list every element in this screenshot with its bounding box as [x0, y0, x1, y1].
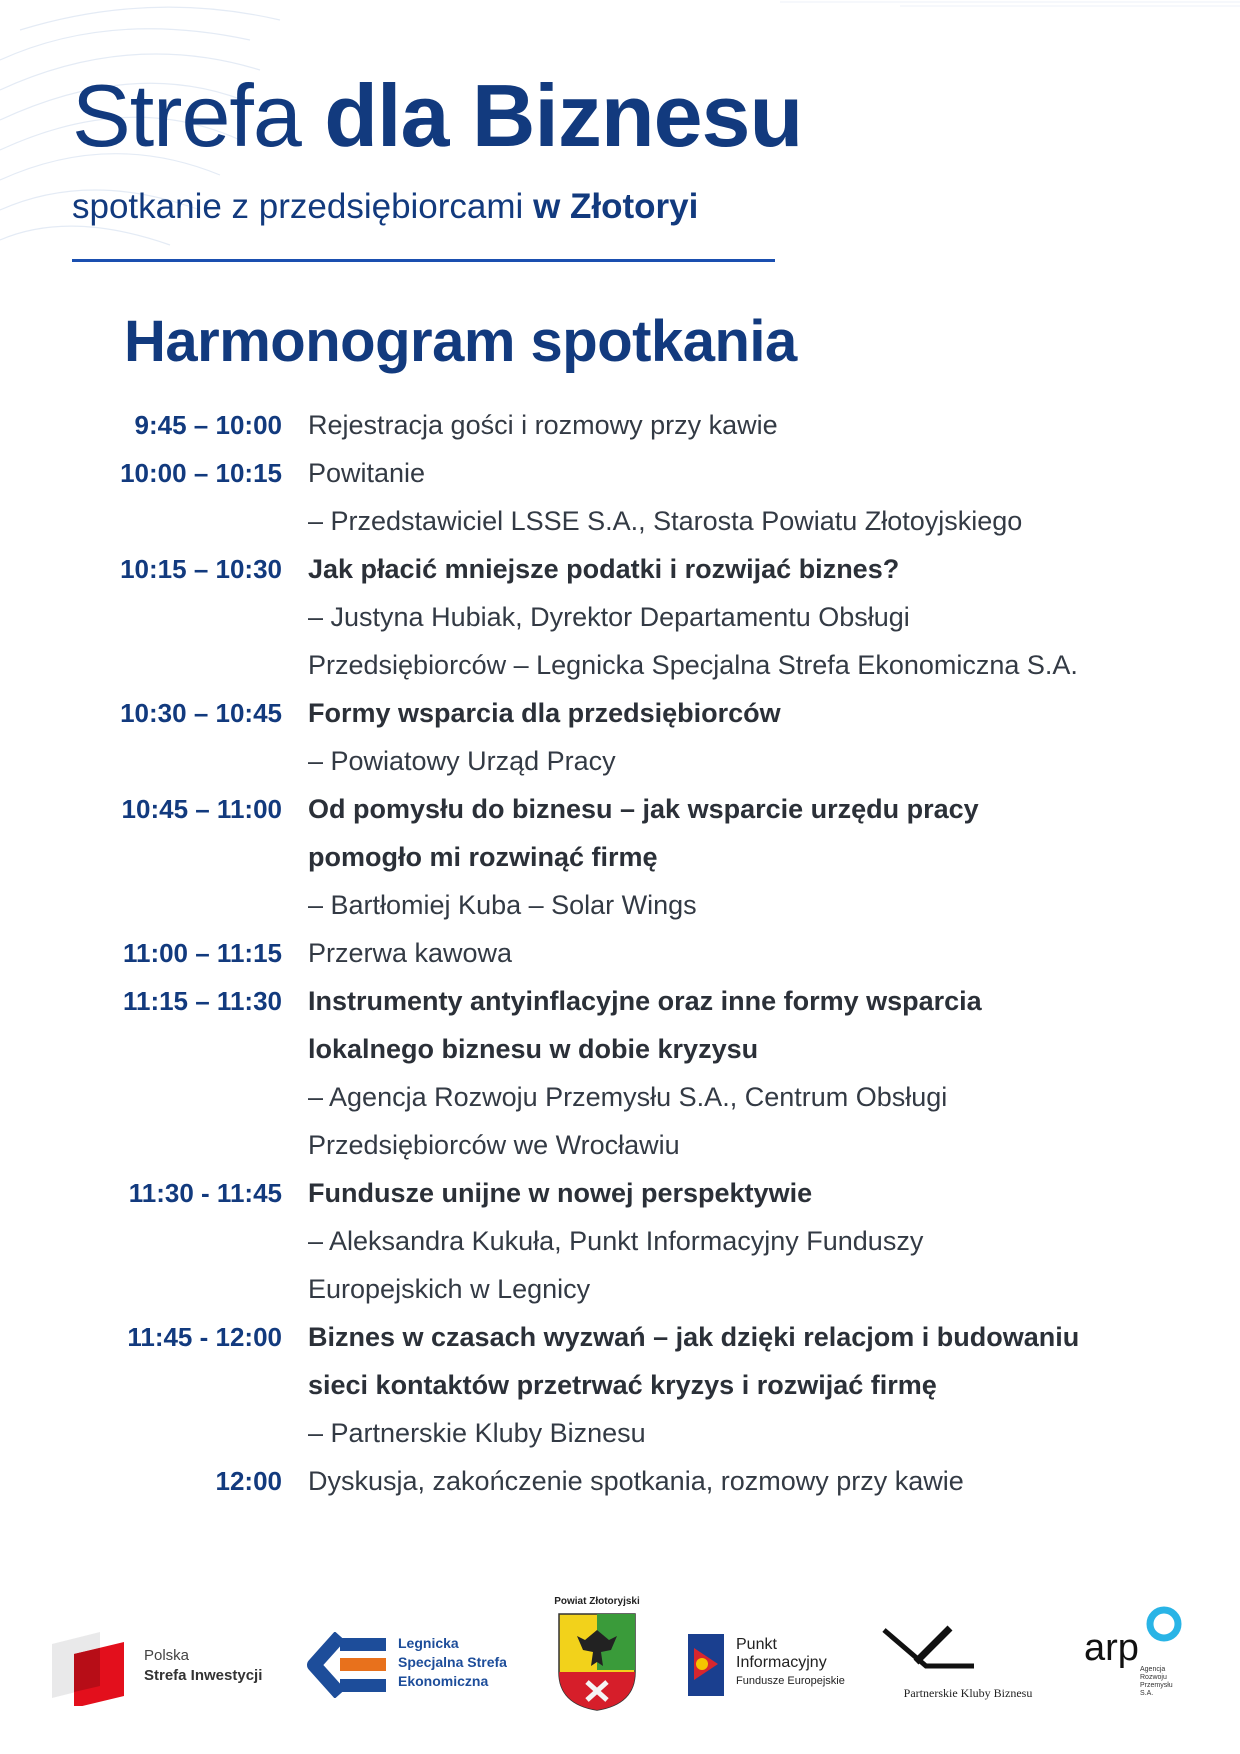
- arp-small1: Agencja: [1140, 1666, 1166, 1673]
- schedule-row: [0, 785, 1240, 929]
- schedule-row: [0, 689, 1240, 785]
- arp-small3: Przemysłu: [1140, 1682, 1173, 1689]
- schedule-time: 10:00 – 10:15: [120, 458, 282, 488]
- pkb-mark-icon: [880, 1622, 976, 1674]
- lsse-line2: Specjalna Strefa: [398, 1654, 507, 1670]
- lsse-logo: [300, 1632, 520, 1702]
- event-title-regular: Strefa: [72, 66, 301, 165]
- arp-name: arp: [1084, 1627, 1139, 1669]
- event-subtitle: [72, 187, 698, 227]
- schedule-row: [0, 977, 1240, 1169]
- session-detail: Przedsiębiorców we Wrocławiu: [308, 1130, 680, 1160]
- session-title: lokalnego biznesu w dobie kryzysu: [308, 1034, 759, 1064]
- schedule-time: 11:00 – 11:15: [122, 938, 282, 968]
- session-detail: Przedsiębiorców – Legnicka Specjalna Strefa Ekonomiczna S.A.: [308, 650, 1078, 680]
- arp-small2: Rozwoju: [1140, 1674, 1167, 1681]
- event-subtitle-regular: spotkanie z przedsiębiorcami: [72, 187, 524, 226]
- session-detail: – Partnerskie Kluby Biznesu: [308, 1418, 646, 1448]
- session-detail: – Bartłomiej Kuba – Solar Wings: [308, 890, 697, 920]
- schedule-row: [0, 449, 1240, 545]
- pife-line2: Informacyjny: [736, 1654, 827, 1671]
- session-detail: Powitanie: [308, 458, 426, 488]
- event-title-bold: dla Biznesu: [324, 66, 803, 165]
- schedule-title: Harmonogram spotkania: [124, 309, 797, 374]
- psi-logo: [52, 1626, 282, 1706]
- session-title: Formy wsparcia dla przedsiębiorców: [308, 698, 781, 728]
- session-detail: – Aleksandra Kukuła, Punkt Informacyjny Funduszy: [308, 1226, 924, 1256]
- schedule-row: [0, 929, 1240, 977]
- schedule-time: 12:00: [215, 1466, 282, 1496]
- schedule-time: 10:15 – 10:30: [120, 554, 282, 584]
- session-detail: Dyskusja, zakończenie spotkania, rozmowy przy kawie: [308, 1466, 964, 1496]
- pkb-caption: Partnerskie Kluby Biznesu: [903, 1686, 1033, 1700]
- coat-of-arms-icon: [557, 1612, 637, 1712]
- schedule-content: [308, 689, 1188, 785]
- session-title: Biznes w czasach wyzwań – jak dzięki relacjom i budowaniu: [308, 1322, 1080, 1352]
- session-title: Fundusze unijne w nowej perspektywie: [308, 1178, 813, 1208]
- schedule-content: [308, 929, 1188, 977]
- schedule-content: [308, 401, 1188, 449]
- event-title: [72, 68, 802, 165]
- schedule-content: [308, 1169, 1188, 1313]
- session-detail: – Justyna Hubiak, Dyrektor Departamentu Obsługi: [308, 602, 910, 632]
- session-title: Jak płacić mniejsze podatki i rozwijać biznes?: [308, 554, 900, 584]
- schedule-row: [0, 545, 1240, 689]
- schedule-time: 11:30 - 11:45: [128, 1178, 282, 1208]
- arp-logo: [1084, 1604, 1194, 1704]
- session-detail: – Agencja Rozwoju Przemysłu S.A., Centrum Obsługi: [308, 1082, 948, 1112]
- pkb-logo: [868, 1622, 1068, 1712]
- schedule-time: 10:30 – 10:45: [120, 698, 282, 728]
- arp-small4: S.A.: [1140, 1690, 1154, 1697]
- session-detail: – Powiatowy Urząd Pracy: [308, 746, 616, 776]
- schedule-content: [308, 1313, 1188, 1457]
- session-title: Instrumenty antyinflacyjne oraz inne formy wsparcia: [308, 986, 982, 1016]
- schedule-time: 11:45 - 12:00: [127, 1322, 282, 1352]
- lsse-line1: Legnicka: [398, 1635, 459, 1651]
- lsse-line3: Ekonomiczna: [398, 1673, 489, 1689]
- schedule-time: 10:45 – 11:00: [121, 794, 282, 824]
- psi-flag-icon: [52, 1626, 132, 1706]
- session-detail: Europejskich w Legnicy: [308, 1274, 591, 1304]
- schedule-row: [0, 1169, 1240, 1313]
- schedule-content: [308, 977, 1188, 1169]
- session-detail: Przerwa kawowa: [308, 938, 513, 968]
- schedule-row: [0, 401, 1240, 449]
- arp-ring-icon: [1144, 1604, 1184, 1644]
- session-detail: Rejestracja gości i rozmowy przy kawie: [308, 410, 778, 440]
- pife-line1: Punkt: [736, 1636, 777, 1653]
- session-detail: – Przedstawiciel LSSE S.A., Starosta Powiatu Złotoyjskiego: [308, 506, 1023, 536]
- event-subtitle-location: w Złotoryi: [533, 187, 699, 226]
- schedule-content: [308, 785, 1188, 929]
- schedule-content: [308, 545, 1188, 689]
- schedule-time: 11:15 – 11:30: [122, 986, 282, 1016]
- pife-logo: [688, 1632, 868, 1702]
- pife-line3: Fundusze Europejskie: [736, 1675, 845, 1687]
- psi-line2: Strefa Inwestycji: [144, 1667, 263, 1684]
- eu-funds-icon: [688, 1634, 728, 1696]
- schedule-row: [0, 1313, 1240, 1457]
- header-divider: [72, 259, 775, 262]
- powiat-logo: [542, 1596, 652, 1716]
- schedule-content: [308, 449, 1188, 545]
- partner-logos: [0, 1596, 1240, 1716]
- lsse-mark-icon: [300, 1632, 390, 1698]
- powiat-caption: Powiat Złotoryjski: [554, 1596, 640, 1607]
- schedule-content: [308, 1457, 1188, 1505]
- session-title: sieci kontaktów przetrwać kryzys i rozwijać firmę: [308, 1370, 937, 1400]
- schedule-row: [0, 1457, 1240, 1505]
- session-title: Od pomysłu do biznesu – jak wsparcie urzędu pracy: [308, 794, 979, 824]
- schedule-list: [0, 401, 1240, 1505]
- session-title: pomogło mi rozwinąć firmę: [308, 842, 658, 872]
- psi-line1: Polska: [144, 1647, 190, 1664]
- schedule-time: 9:45 – 10:00: [134, 410, 282, 440]
